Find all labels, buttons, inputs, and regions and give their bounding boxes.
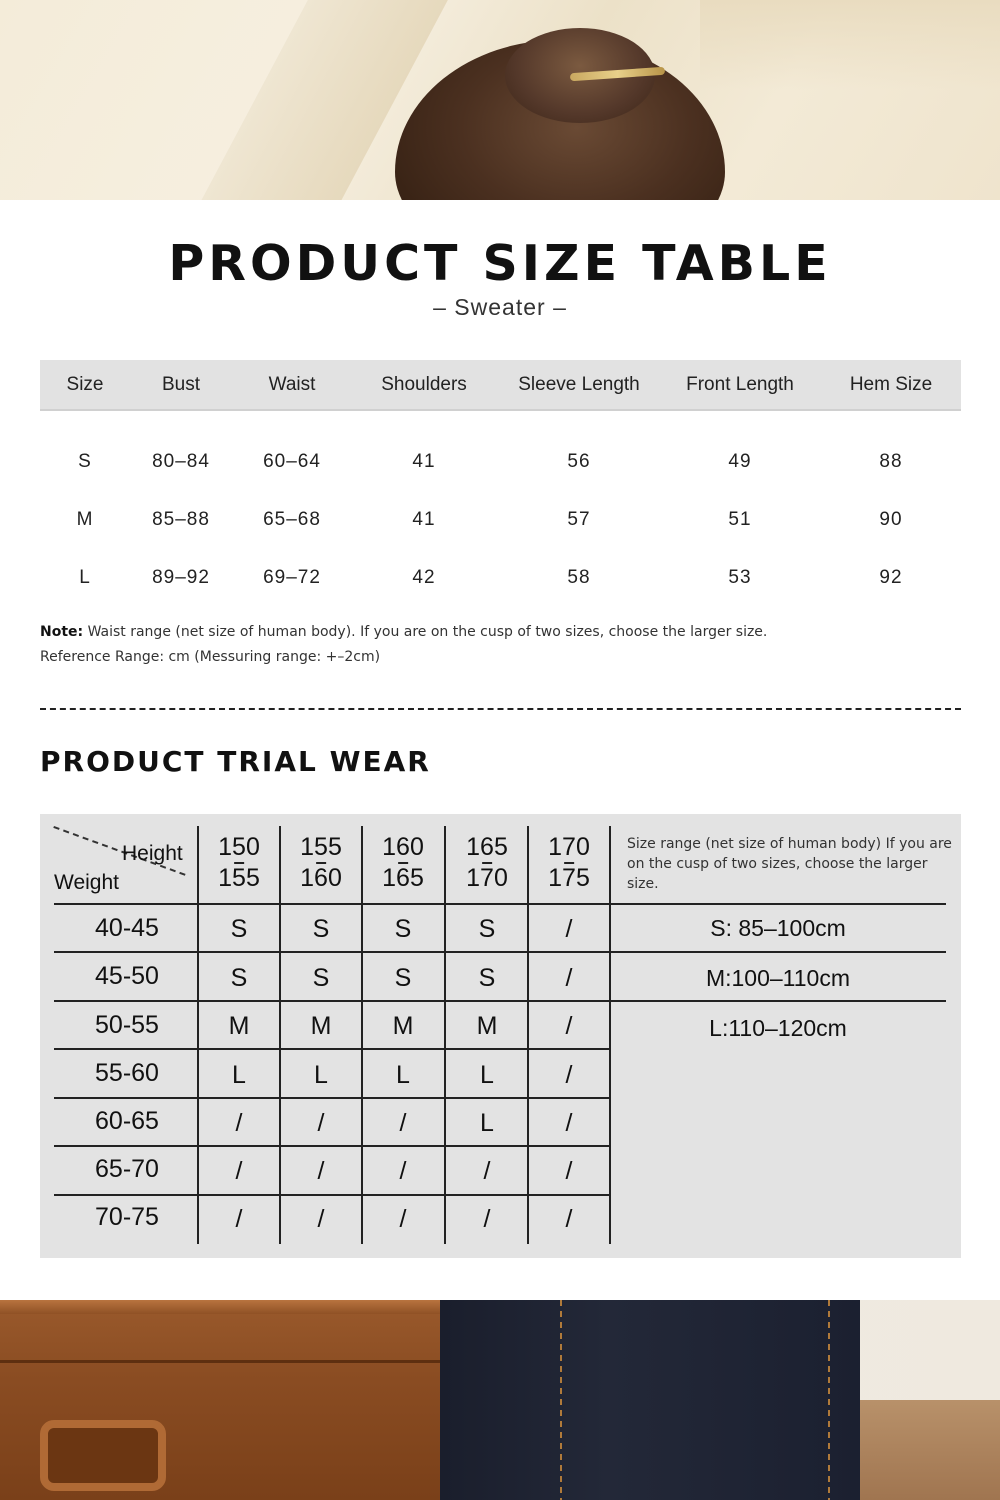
size-cell: / — [235, 1109, 243, 1137]
size-cell: / — [565, 915, 573, 943]
drawer-line — [0, 1360, 450, 1363]
table-cell: 65–68 — [263, 509, 321, 530]
table-cell: 88 — [879, 451, 903, 472]
dashed-divider — [40, 708, 961, 710]
size-cell: S — [312, 964, 330, 992]
grid-line — [54, 1048, 611, 1050]
background-photo-bottom — [0, 1300, 1000, 1500]
table-row — [40, 559, 961, 599]
weight-range: 65-70 — [95, 1155, 159, 1183]
size-cell: M — [310, 1012, 332, 1040]
column-header: Bust — [161, 374, 201, 395]
size-cell: L — [396, 1061, 410, 1089]
size-cell: / — [565, 1205, 573, 1233]
size-cell: L — [480, 1109, 494, 1137]
table-cell: 51 — [728, 509, 752, 530]
size-range-m: M:100–110cm — [705, 965, 851, 991]
grid-line — [54, 951, 946, 953]
size-chart-card — [0, 200, 1000, 1300]
grid-line — [279, 826, 281, 1244]
table-cell: 41 — [412, 451, 436, 472]
size-cell: S — [312, 915, 330, 943]
column-header: Waist — [268, 374, 316, 395]
table-row — [40, 501, 961, 541]
grid-line — [197, 826, 199, 1244]
height-range-start: 160 — [382, 833, 424, 861]
size-cell: / — [317, 1205, 325, 1233]
size-cell: S — [394, 964, 412, 992]
size-cell: L — [232, 1061, 246, 1089]
grid-line — [527, 826, 529, 1244]
trial-wear-title: PRODUCT TRIAL WEAR — [40, 745, 431, 778]
size-range-note: Size range (net size of human body) If you are on the cusp of two sizes, choose the larger size. — [627, 836, 952, 892]
jeans-seam — [560, 1300, 562, 1500]
height-range-start: 170 — [548, 833, 590, 861]
size-cell: / — [399, 1109, 407, 1137]
grid-line — [361, 826, 363, 1244]
table-cell: 80–84 — [152, 451, 210, 472]
size-cell: / — [235, 1205, 243, 1233]
height-label: Height — [122, 842, 183, 865]
table-cell: 89–92 — [152, 567, 210, 588]
weight-range: 45-50 — [95, 962, 159, 990]
height-range-header — [548, 829, 590, 897]
grid-line — [54, 1194, 611, 1196]
table-cell: 85–88 — [152, 509, 210, 530]
ceiling-shadow — [700, 0, 1000, 90]
table-cell: M — [76, 509, 94, 530]
table-cell: 60–64 — [263, 451, 321, 472]
size-cell: / — [235, 1157, 243, 1185]
size-cell: / — [483, 1205, 491, 1233]
grid-line — [54, 1145, 611, 1147]
size-cell: S — [478, 915, 496, 943]
weight-range: 60-65 — [95, 1107, 159, 1135]
size-cell: / — [565, 1109, 573, 1137]
column-header: Sleeve Length — [518, 374, 640, 395]
size-range-s: S: 85–100cm — [710, 915, 846, 941]
column-header: Shoulders — [381, 374, 467, 395]
size-cell: S — [394, 915, 412, 943]
size-cell: / — [399, 1205, 407, 1233]
size-cell: / — [565, 1157, 573, 1185]
table-cell: 41 — [412, 509, 436, 530]
size-table-title: PRODUCT SIZE TABLE — [168, 235, 832, 292]
height-range-end: 155 — [218, 864, 260, 892]
note-label: Note: — [40, 624, 84, 640]
height-range-start: 165 — [466, 833, 508, 861]
grid-line — [54, 1097, 611, 1099]
dresser-top — [0, 1300, 450, 1314]
size-cell: S — [230, 964, 248, 992]
floor — [860, 1400, 1000, 1500]
table-cell: S — [78, 451, 92, 472]
size-table-header — [40, 360, 961, 411]
weight-range: 40-45 — [95, 914, 159, 942]
weight-label: Weight — [54, 871, 119, 894]
grid-line — [54, 1000, 946, 1002]
reference-range-note: Reference Range: cm (Messuring range: +–2cm) — [40, 649, 381, 665]
grid-line — [54, 903, 946, 905]
size-cell: L — [480, 1061, 494, 1089]
height-range-end: 165 — [382, 864, 424, 892]
table-row — [40, 443, 961, 483]
column-header: Size — [66, 374, 104, 395]
size-cell: / — [483, 1157, 491, 1185]
column-header: Hem Size — [849, 374, 933, 395]
size-cell: / — [565, 1061, 573, 1089]
size-cell: S — [230, 915, 248, 943]
height-range-start: 155 — [300, 833, 342, 861]
size-table-subtitle: – Sweater – — [433, 294, 567, 320]
size-cell: S — [478, 964, 496, 992]
height-range-end: 170 — [466, 864, 508, 892]
height-range-start: 150 — [218, 833, 260, 861]
grid-line — [444, 826, 446, 1244]
table-cell: 49 — [728, 451, 752, 472]
background-photo-top — [0, 0, 1000, 200]
table-cell: 57 — [567, 509, 591, 530]
height-range-header — [466, 829, 508, 897]
height-range-header — [382, 829, 424, 897]
table-cell: 56 — [567, 451, 591, 472]
size-cell: / — [317, 1109, 325, 1137]
weight-range: 70-75 — [95, 1203, 159, 1231]
model-jeans — [440, 1300, 860, 1500]
size-range-l: L:110–120cm — [709, 1015, 847, 1041]
table-cell: 69–72 — [263, 567, 321, 588]
height-range-end: 160 — [300, 864, 342, 892]
size-cell: / — [565, 1012, 573, 1040]
trial-wear-table — [40, 814, 961, 1258]
wooden-dresser — [0, 1300, 450, 1500]
size-cell: / — [565, 964, 573, 992]
table-cell: 90 — [879, 509, 903, 530]
table-cell: 58 — [567, 567, 591, 588]
table-cell: 92 — [879, 567, 903, 588]
size-cell: / — [399, 1157, 407, 1185]
size-cell: M — [228, 1012, 250, 1040]
size-cell: M — [476, 1012, 498, 1040]
note-text: Waist range (net size of human body). If you are on the cusp of two sizes, choose the larger size. — [83, 624, 768, 640]
weight-range: 50-55 — [95, 1011, 159, 1039]
size-cell: M — [392, 1012, 414, 1040]
jeans-seam — [828, 1300, 830, 1500]
size-cell: L — [314, 1061, 328, 1089]
height-range-header — [218, 829, 260, 897]
drawer-handle — [40, 1420, 166, 1491]
size-note — [40, 624, 767, 640]
height-range-header — [300, 829, 342, 897]
table-cell: L — [79, 567, 91, 588]
weight-range: 55-60 — [95, 1059, 159, 1087]
size-cell: / — [317, 1157, 325, 1185]
table-cell: 53 — [728, 567, 752, 588]
column-header: Front Length — [686, 374, 794, 395]
table-cell: 42 — [412, 567, 436, 588]
height-range-end: 175 — [548, 864, 590, 892]
